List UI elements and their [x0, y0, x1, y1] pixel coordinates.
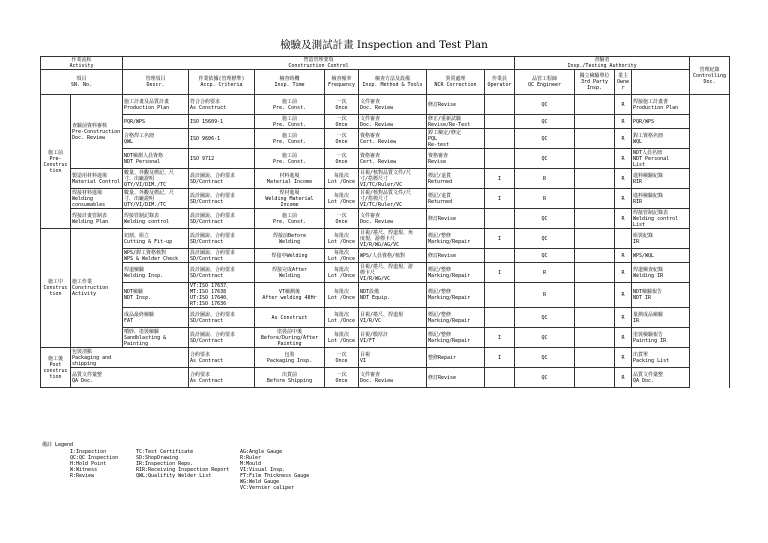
- criteria-cell: 設計圖說、合約要求 SD/Contract: [189, 263, 255, 283]
- frequency-cell: 每批次 Lot /Once: [325, 283, 359, 308]
- controlling-doc-cell: 品質文件彙整 QA Doc.: [632, 368, 690, 388]
- legend-entry: H:Hold Point: [70, 461, 107, 467]
- method-header: 檢查方法及設備 Insp. Method & Tools: [359, 70, 427, 95]
- owner-cell: R: [615, 263, 632, 283]
- descr-cell: WPS/銲工資格核對 WPS & Welder Check: [123, 249, 189, 263]
- operator-cell: [485, 368, 515, 388]
- qc-engineer-cell: R: [515, 189, 575, 209]
- ncr-cell: 修訂Revise: [427, 368, 485, 388]
- third-party-cell: [575, 129, 615, 149]
- operator-cell: [485, 249, 515, 263]
- frequency-cell: 一次 Once: [325, 209, 359, 229]
- descr-cell: NDT檢測人員資格 NDT Personal: [123, 149, 189, 169]
- owner-cell: R: [615, 308, 632, 328]
- table-row: [41, 95, 730, 115]
- qc-engineer-cell: QC: [515, 149, 575, 169]
- ncr-cell: 修訂Revise: [427, 209, 485, 229]
- legend-column-tools: [240, 449, 309, 491]
- owner-header: 業主 Owner: [615, 70, 632, 95]
- criteria-cell: ISO 9712: [189, 149, 255, 169]
- table-row: [41, 129, 730, 149]
- descr-cell: NDT檢驗 NDT Insp.: [123, 283, 189, 308]
- legend-entry: VI:Visual Insp.: [240, 467, 286, 473]
- third-party-cell: [575, 263, 615, 283]
- ncr-cell: 標記/退貨 Returned: [427, 189, 485, 209]
- controlling-doc-cell: NDT人員名冊 NDT Personal List: [632, 149, 690, 169]
- method-cell: 目視/捲尺、焊道規、游 標卡尺 VI/R/WG/VC: [359, 263, 427, 283]
- method-cell: 文件審查 Doc. Review: [359, 209, 427, 229]
- legend-entry: SD:ShopDrawing: [136, 455, 179, 461]
- frequency-header: 檢查頻率 Frequency: [325, 70, 359, 95]
- controlling-doc-header: 管理紀錄 Controlling Doc.: [690, 57, 730, 95]
- table-row: [41, 263, 730, 283]
- table-row: [41, 149, 730, 169]
- frequency-cell: 一次 Once: [325, 368, 359, 388]
- frequency-cell: 一次 Once: [325, 149, 359, 169]
- qc-engineer-cell: QC: [515, 115, 575, 129]
- construction-control-header: 營造管理要項 Construction Control: [123, 57, 515, 70]
- table-row: [41, 308, 730, 328]
- frequency-cell: 每批次 Lot /Once: [325, 263, 359, 283]
- operator-cell: I: [485, 263, 515, 283]
- third-party-cell: [575, 209, 615, 229]
- criteria-cell: ISO 15609-1: [189, 115, 255, 129]
- phase-post-construction: 施工後 Post construc tion: [41, 348, 71, 388]
- frequency-cell: 每批次 Lot /Once: [325, 328, 359, 348]
- legend-entry: VC:Vernier caliper: [240, 485, 295, 491]
- method-cell: WPS/人員資格/核對: [359, 249, 427, 263]
- legend-column-documents: [136, 449, 229, 479]
- criteria-header: 作業依據(管理標準) Accp. Criteria: [189, 70, 255, 95]
- criteria-cell: 設計圖說、合約要求 SD/Contract: [189, 249, 255, 263]
- method-cell: 目視/捲尺、焊道規 VI/R/VC: [359, 308, 427, 328]
- operator-cell: I: [485, 229, 515, 249]
- frequency-cell: 每批次 Lot /Once: [325, 308, 359, 328]
- ncr-cell: 標記/整修 Marking/Repair: [427, 229, 485, 249]
- owner-cell: [615, 229, 632, 249]
- third-party-cell: [575, 189, 615, 209]
- table-row: [41, 169, 730, 189]
- method-cell: 文件審查 Doc. Review: [359, 115, 427, 129]
- method-cell: 目視/核對品質文件/尺 寸/搭標尺寸 VI/TC/Ruler/VC: [359, 189, 427, 209]
- legend-entry: AG:Angle Gauge: [240, 449, 283, 455]
- owner-cell: R: [615, 249, 632, 263]
- qc-engineer-cell: QC: [515, 308, 575, 328]
- third-party-cell: [575, 149, 615, 169]
- legend-entry: RIR:Receiving Inspection Report: [136, 467, 230, 473]
- time-cell: 出貨前 Before Shipping: [255, 368, 325, 388]
- third-party-cell: [575, 308, 615, 328]
- criteria-cell: 符合合約要求 As Construct: [189, 95, 255, 115]
- legend: [40, 442, 730, 504]
- legend-entry: QC:QC Inspection: [70, 455, 119, 461]
- qc-engineer-cell: QC: [515, 368, 575, 388]
- table-row: [41, 283, 730, 308]
- third-party-cell: [575, 169, 615, 189]
- method-cell: NDT設備 NDT Equip.: [359, 283, 427, 308]
- owner-cell: R: [615, 328, 632, 348]
- legend-entry: IR:Inspection Repo.: [136, 461, 194, 467]
- operator-cell: [485, 209, 515, 229]
- table-row: [41, 328, 730, 348]
- controlling-doc-cell: 組裝紀錄 IR: [632, 229, 690, 249]
- legend-entry: QWL:Qualifity Welder List: [136, 473, 212, 479]
- legend-entry: TC:Test Certificate: [136, 449, 194, 455]
- time-cell: 施工前 Pre. Const.: [255, 95, 325, 115]
- criteria-cell: VT:ISO 17637、 MT:ISO 17638 UT:ISO 17640、 RT:ISO 17636: [189, 283, 255, 308]
- legend-entry: W:Witness: [70, 467, 98, 473]
- owner-cell: R: [615, 149, 632, 169]
- time-cell: 焊接完成After Welding: [255, 263, 325, 283]
- method-cell: 目視/核對品質文件/尺 寸/搭標尺寸 VI/TC/Ruler/VC: [359, 169, 427, 189]
- controlling-doc-cell: 出貨單 Packing List: [632, 348, 690, 368]
- criteria-cell: 設計圖說、合約要求 SD/Contract: [189, 328, 255, 348]
- ncr-cell: 銲工檢定/修定 PQL Re-test: [427, 129, 485, 149]
- group-construction-activity: 施工作業 Construction Activity: [71, 229, 123, 348]
- legend-title: 備註 Legend: [42, 442, 74, 448]
- time-cell: 塗裝前中後 Before/During/After Painting: [255, 328, 325, 348]
- descr-cell: 數量、外觀及標記、尺 寸、出廠證明 QTY/VI/DIM./TC: [123, 189, 189, 209]
- operator-cell: [485, 149, 515, 169]
- method-cell: 資格審查 Cert. Review: [359, 129, 427, 149]
- method-cell: 資格審查 Cert. Review: [359, 149, 427, 169]
- owner-cell: R: [615, 283, 632, 308]
- frequency-cell: 一次 Once: [325, 348, 359, 368]
- criteria-cell: 合約要求 As Contract: [189, 348, 255, 368]
- controlling-doc-cell: NDT檢驗報告 NDT IR: [632, 283, 690, 308]
- frequency-cell: 每批次 Lot /Once: [325, 249, 359, 263]
- legend-entry: WG:Weld Gauge: [240, 479, 280, 485]
- operator-header: 作業員 Operator: [485, 70, 515, 95]
- table-row: [41, 348, 730, 368]
- ncr-cell: 整修Repair: [427, 348, 485, 368]
- descr-cell: 成品最終檢驗 FAT: [123, 308, 189, 328]
- descr-cell: 切割、組立 Cutting & Fit-up: [123, 229, 189, 249]
- phase-pre-construction: 施工前 Pre- Construc tion: [41, 95, 71, 229]
- legend-entry: R:Review: [70, 473, 95, 479]
- method-cell: 文件審查 Doc. Review: [359, 95, 427, 115]
- controlling-doc-cell: 進料檢驗紀錄 RIR: [632, 189, 690, 209]
- frequency-cell: 一次 Once: [325, 115, 359, 129]
- item-sn-header: 項目 SN. No.: [41, 70, 123, 95]
- qc-engineer-cell: R: [515, 169, 575, 189]
- owner-cell: R: [615, 169, 632, 189]
- operator-cell: [485, 283, 515, 308]
- inspection-authority-header: 查驗者 Insp./Testing Authority: [515, 57, 690, 70]
- frequency-cell: 一次 Once: [325, 129, 359, 149]
- table-row: [41, 209, 730, 229]
- table-row: [41, 115, 730, 129]
- third-party-cell: [575, 249, 615, 263]
- criteria-cell: ISO 9606-1: [189, 129, 255, 149]
- controlling-doc-cell: 塗裝檢驗報告 Painting IR: [632, 328, 690, 348]
- third-party-cell: [575, 229, 615, 249]
- qc-engineer-cell: QC: [515, 249, 575, 263]
- descr-header: 管理項目 Descr.: [123, 70, 189, 95]
- ncr-cell: 標記/整修 Marking/Repair: [427, 328, 485, 348]
- itp-table: [40, 56, 730, 388]
- ncr-cell: 標記/整修 Marking/Repair: [427, 308, 485, 328]
- method-cell: 目視 VI: [359, 348, 427, 368]
- method-cell: 目視/捲尺、焊道規、角 度規、游標卡尺 VI/R/WG/AG/VC: [359, 229, 427, 249]
- ncr-cell: 標記/整修 Marking/Repair: [427, 263, 485, 283]
- legend-entry: I:Inspection: [70, 449, 107, 455]
- operator-cell: [485, 129, 515, 149]
- owner-cell: R: [615, 129, 632, 149]
- criteria-cell: 設計圖說、合約要求 SD/Contract: [189, 209, 255, 229]
- descr-cell: 合格焊工名冊 QWL: [123, 129, 189, 149]
- time-cell: 焊材進場 Welding Material Income: [255, 189, 325, 209]
- third-party-cell: [575, 368, 615, 388]
- owner-cell: R: [615, 368, 632, 388]
- legend-entry: M:Mould: [240, 461, 262, 467]
- operator-cell: I: [485, 189, 515, 209]
- activity-header: 作業流程 Activity: [41, 57, 123, 70]
- criteria-cell: 設計圖說、合約要求 SD/Contract: [189, 229, 255, 249]
- qc-engineer-cell: R: [515, 283, 575, 308]
- item-cell: 製造用材料進場 Material Control: [71, 169, 123, 189]
- time-cell: 焊接中Welding: [255, 249, 325, 263]
- third-party-cell: [575, 115, 615, 129]
- time-cell: 施工前 Pre. Const.: [255, 129, 325, 149]
- descr-cell: 噴砂、塗裝檢驗 Sandblasting & Painting: [123, 328, 189, 348]
- owner-cell: R: [615, 115, 632, 129]
- controlling-doc-cell: WPS/WQL: [632, 249, 690, 263]
- operator-cell: I: [485, 328, 515, 348]
- controlling-doc-cell: 銲工資格名冊 WQL: [632, 129, 690, 149]
- controlling-doc-cell: PQR/WPS: [632, 115, 690, 129]
- header-row: [41, 70, 730, 95]
- descr-cell: 數量、外觀及標記、尺 寸、出廠證明 QTY/VI/DIM./TC: [123, 169, 189, 189]
- time-cell: 施工前 Pre. Const.: [255, 149, 325, 169]
- legend-entry: R:Ruler: [240, 455, 262, 461]
- qc-engineer-cell: QC: [515, 129, 575, 149]
- legend-column-abbreviations: [70, 449, 118, 479]
- third-party-header: 獨立檢驗單位 3rd Party Insp.: [575, 70, 615, 95]
- frequency-cell: 每批次 Lot /Once: [325, 169, 359, 189]
- descr-cell: 施工計畫及品質計畫 Production Plan: [123, 95, 189, 115]
- third-party-cell: [575, 283, 615, 308]
- controlling-doc-cell: 進料檢驗紀錄 RIR: [632, 169, 690, 189]
- ncr-header: 異常處理 NCR Correction: [427, 70, 485, 95]
- criteria-cell: 合約要求 As Contract: [189, 368, 255, 388]
- controlling-doc-cell: 焊接施工計畫書 Production Plan: [632, 95, 690, 115]
- descr-cell: 焊接管制記錄表 Welding control: [123, 209, 189, 229]
- ncr-cell: 標記/退貨 Returned: [427, 169, 485, 189]
- operator-cell: I: [485, 169, 515, 189]
- qc-engineer-cell: QC: [515, 209, 575, 229]
- group-pre-construction-review: 查驗前資料審核 Pre-Construction Doc. Review: [71, 95, 123, 169]
- legend-entry: FT:Film Thickness Gauge: [240, 473, 310, 479]
- method-cell: 文件審查 Doc. Review: [359, 368, 427, 388]
- operator-cell: [485, 95, 515, 115]
- time-cell: 施工前 Pre. Const.: [255, 115, 325, 129]
- qc-engineer-cell: QC: [515, 328, 575, 348]
- ncr-cell: 修正/重新試驗 Revise/Re-Test: [427, 115, 485, 129]
- owner-cell: R: [615, 348, 632, 368]
- frequency-cell: 一次 Once: [325, 95, 359, 115]
- qc-engineer-cell: R: [515, 263, 575, 283]
- qc-engineer-cell: QC: [515, 95, 575, 115]
- qc-engineer-header: 品管工程師 QC Engineer: [515, 70, 575, 95]
- table-row: [41, 368, 730, 388]
- third-party-cell: [575, 328, 615, 348]
- ncr-cell: 資格審查 Revise: [427, 149, 485, 169]
- operator-cell: [485, 115, 515, 129]
- time-cell: 包裝 Packaging Insp.: [255, 348, 325, 368]
- ncr-cell: 修訂Revise: [427, 249, 485, 263]
- owner-cell: R: [615, 209, 632, 229]
- criteria-cell: 設計圖說、合約要求 SD/Contract: [189, 169, 255, 189]
- qc-engineer-cell: QC: [515, 348, 575, 368]
- header-row: [41, 57, 730, 70]
- descr-cell: PQR/WPS: [123, 115, 189, 129]
- method-cell: 目視/膜厚計 VI/FT: [359, 328, 427, 348]
- frequency-cell: 每批次 Lot /Once: [325, 229, 359, 249]
- operator-cell: [485, 308, 515, 328]
- time-cell: As Construct: [255, 308, 325, 328]
- criteria-cell: 設計圖說、合約要求 SD/Contract: [189, 308, 255, 328]
- controlling-doc-cell: 焊接管制記錄表 Welding control List: [632, 209, 690, 229]
- time-cell: VT檢測後 After welding 48Hr: [255, 283, 325, 308]
- operator-cell: I: [485, 348, 515, 368]
- controlling-doc-cell: 焊道檢查紀錄 Welding IR: [632, 263, 690, 283]
- controlling-doc-cell: 量測成品檢驗 IR: [632, 308, 690, 328]
- item-cell: 包裝清點 Packaging and shipping: [71, 348, 189, 368]
- item-cell: 品質文件彙整 QA Doc.: [71, 368, 189, 388]
- frequency-cell: 每批次 Lot /Once: [325, 189, 359, 209]
- ncr-cell: 修訂Revise: [427, 95, 485, 115]
- time-cell: 焊接前Before Welding: [255, 229, 325, 249]
- ncr-cell: 標記/整修 Marking/Repair: [427, 283, 485, 308]
- third-party-cell: [575, 348, 615, 368]
- phase-construction: 施工中 Construc tion: [41, 229, 71, 348]
- page-title: 檢驗及測試計畫 Inspection and Test Plan: [280, 39, 488, 51]
- third-party-cell: [575, 95, 615, 115]
- itp-body: [41, 57, 730, 388]
- owner-cell: R: [615, 95, 632, 115]
- criteria-cell: 設計圖說、合約要求 SD/Contract: [189, 189, 255, 209]
- table-row: [41, 249, 730, 263]
- qc-engineer-cell: QC: [515, 229, 575, 249]
- time-cell: 施工前 Pre. Const.: [255, 209, 325, 229]
- item-cell: 焊接計畫管制表 Welding Plan: [71, 209, 123, 229]
- time-cell: 材料進場 Material Income: [255, 169, 325, 189]
- table-row: [41, 229, 730, 249]
- item-cell: 焊接材料進場 Welding consumables: [71, 189, 123, 209]
- owner-cell: R: [615, 189, 632, 209]
- descr-cell: 焊道檢驗 Welding Insp.: [123, 263, 189, 283]
- time-header: 檢查時機 Insp. Time: [255, 70, 325, 95]
- table-row: [41, 189, 730, 209]
